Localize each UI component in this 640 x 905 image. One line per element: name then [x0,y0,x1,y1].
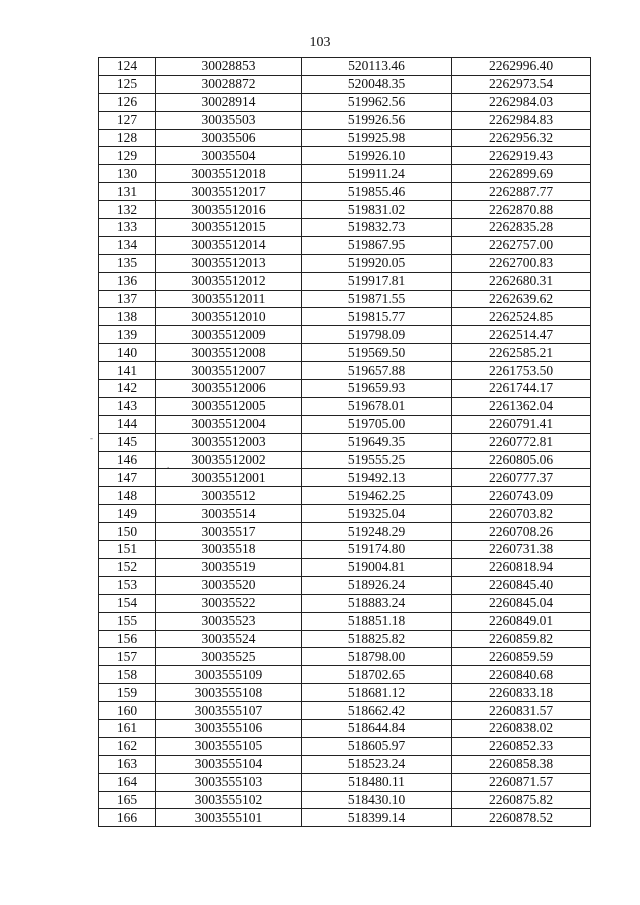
y-coordinate-cell: 2262700.83 [452,254,591,272]
row-number-cell: 129 [99,147,156,165]
row-number-cell: 149 [99,505,156,523]
x-coordinate-cell: 519871.55 [302,290,452,308]
table-row [99,111,591,129]
point-id-cell: 3003555105 [156,737,302,755]
x-coordinate-cell: 519248.29 [302,523,452,541]
row-number-cell: 136 [99,272,156,290]
y-coordinate-cell: 2261753.50 [452,362,591,380]
row-number-cell: 163 [99,755,156,773]
row-number-cell: 157 [99,648,156,666]
row-number-cell: 164 [99,773,156,791]
point-id-cell: 30035512005 [156,397,302,415]
point-id-cell: 30028914 [156,93,302,111]
y-coordinate-cell: 2262514.47 [452,326,591,344]
point-id-cell: 30035520 [156,576,302,594]
point-id-cell: 3003555101 [156,809,302,827]
table-row [99,308,591,326]
y-coordinate-cell: 2260858.38 [452,755,591,773]
table-row [99,380,591,398]
x-coordinate-cell: 519926.10 [302,147,452,165]
x-coordinate-cell: 519920.05 [302,254,452,272]
y-coordinate-cell: 2262984.03 [452,93,591,111]
y-coordinate-cell: 2260831.57 [452,702,591,720]
table-row [99,326,591,344]
y-coordinate-cell: 2260845.04 [452,594,591,612]
x-coordinate-cell: 519925.98 [302,129,452,147]
table-row [99,505,591,523]
y-coordinate-cell: 2260731.38 [452,541,591,559]
y-coordinate-cell: 2260708.26 [452,523,591,541]
table-row [99,58,591,76]
x-coordinate-cell: 519657.88 [302,362,452,380]
table-row [99,487,591,505]
point-id-cell: 30035506 [156,129,302,147]
y-coordinate-cell: 2260838.02 [452,719,591,737]
row-number-cell: 148 [99,487,156,505]
row-number-cell: 153 [99,576,156,594]
table-row [99,755,591,773]
point-id-cell: 30035517 [156,523,302,541]
y-coordinate-cell: 2260878.52 [452,809,591,827]
table-row [99,290,591,308]
x-coordinate-cell: 518644.84 [302,719,452,737]
row-number-cell: 125 [99,75,156,93]
table-row [99,129,591,147]
point-id-cell: 30035512012 [156,272,302,290]
y-coordinate-cell: 2262984.83 [452,111,591,129]
x-coordinate-cell: 518702.65 [302,666,452,684]
scan-speck: - [90,433,93,443]
table-row [99,433,591,451]
row-number-cell: 161 [99,719,156,737]
x-coordinate-cell: 518825.82 [302,630,452,648]
y-coordinate-cell: 2260772.81 [452,433,591,451]
y-coordinate-cell: 2262524.85 [452,308,591,326]
table-row [99,236,591,254]
table-row [99,558,591,576]
row-number-cell: 154 [99,594,156,612]
table-row [99,630,591,648]
table-row [99,344,591,362]
row-number-cell: 150 [99,523,156,541]
table-row [99,219,591,237]
table-row [99,451,591,469]
y-coordinate-cell: 2260875.82 [452,791,591,809]
y-coordinate-cell: 2260703.82 [452,505,591,523]
table-row [99,397,591,415]
y-coordinate-cell: 2262887.77 [452,183,591,201]
x-coordinate-cell: 518605.97 [302,737,452,755]
table-row [99,791,591,809]
table-row [99,272,591,290]
table-row [99,165,591,183]
y-coordinate-cell: 2260859.59 [452,648,591,666]
row-number-cell: 165 [99,791,156,809]
row-number-cell: 144 [99,415,156,433]
point-id-cell: 3003555108 [156,684,302,702]
point-id-cell: 30035512004 [156,415,302,433]
row-number-cell: 145 [99,433,156,451]
point-id-cell: 30035512001 [156,469,302,487]
y-coordinate-cell: 2260845.40 [452,576,591,594]
y-coordinate-cell: 2262680.31 [452,272,591,290]
table-row [99,809,591,827]
row-number-cell: 155 [99,612,156,630]
row-number-cell: 138 [99,308,156,326]
table-row [99,147,591,165]
point-id-cell: 30035524 [156,630,302,648]
x-coordinate-cell: 518662.42 [302,702,452,720]
point-id-cell: 30035512 [156,487,302,505]
point-id-cell: 30035518 [156,541,302,559]
y-coordinate-cell: 2260818.94 [452,558,591,576]
table-row [99,541,591,559]
point-id-cell: 30028853 [156,58,302,76]
point-id-cell: 3003555107 [156,702,302,720]
table-row [99,183,591,201]
point-id-cell: 30035519 [156,558,302,576]
y-coordinate-cell: 2262835.28 [452,219,591,237]
y-coordinate-cell: 2261362.04 [452,397,591,415]
x-coordinate-cell: 519659.93 [302,380,452,398]
table-row [99,594,591,612]
row-number-cell: 126 [99,93,156,111]
x-coordinate-cell: 519174.80 [302,541,452,559]
x-coordinate-cell: 520113.46 [302,58,452,76]
row-number-cell: 124 [99,58,156,76]
y-coordinate-cell: 2260852.33 [452,737,591,755]
x-coordinate-cell: 519962.56 [302,93,452,111]
y-coordinate-cell: 2262899.69 [452,165,591,183]
x-coordinate-cell: 520048.35 [302,75,452,93]
x-coordinate-cell: 519649.35 [302,433,452,451]
row-number-cell: 147 [99,469,156,487]
row-number-cell: 159 [99,684,156,702]
table-row [99,612,591,630]
x-coordinate-cell: 518926.24 [302,576,452,594]
row-number-cell: 132 [99,201,156,219]
row-number-cell: 146 [99,451,156,469]
table-row [99,576,591,594]
row-number-cell: 141 [99,362,156,380]
x-coordinate-cell: 519831.02 [302,201,452,219]
point-id-cell: 30035512010 [156,308,302,326]
row-number-cell: 140 [99,344,156,362]
x-coordinate-cell: 519911.24 [302,165,452,183]
table-row [99,93,591,111]
table-row [99,666,591,684]
point-id-cell: 30035504 [156,147,302,165]
row-number-cell: 127 [99,111,156,129]
y-coordinate-cell: 2260743.09 [452,487,591,505]
table-row [99,648,591,666]
x-coordinate-cell: 518480.11 [302,773,452,791]
point-id-cell: 30028872 [156,75,302,93]
table-row [99,719,591,737]
table-row [99,254,591,272]
table-row [99,469,591,487]
point-id-cell: 30035512016 [156,201,302,219]
point-id-cell: 30035512011 [156,290,302,308]
x-coordinate-cell: 518399.14 [302,809,452,827]
row-number-cell: 156 [99,630,156,648]
table-row [99,702,591,720]
y-coordinate-cell: 2262956.32 [452,129,591,147]
row-number-cell: 142 [99,380,156,398]
row-number-cell: 130 [99,165,156,183]
y-coordinate-cell: 2260849.01 [452,612,591,630]
coordinates-table-body [99,58,591,827]
point-id-cell: 30035512008 [156,344,302,362]
x-coordinate-cell: 519004.81 [302,558,452,576]
y-coordinate-cell: 2262639.62 [452,290,591,308]
x-coordinate-cell: 519462.25 [302,487,452,505]
y-coordinate-cell: 2260791.41 [452,415,591,433]
table-row [99,362,591,380]
table-row [99,773,591,791]
point-id-cell: 3003555102 [156,791,302,809]
x-coordinate-cell: 518798.00 [302,648,452,666]
y-coordinate-cell: 2262870.88 [452,201,591,219]
y-coordinate-cell: 2262757.00 [452,236,591,254]
x-coordinate-cell: 518430.10 [302,791,452,809]
x-coordinate-cell: 519798.09 [302,326,452,344]
row-number-cell: 133 [99,219,156,237]
point-id-cell: 30035512017 [156,183,302,201]
table-row [99,75,591,93]
x-coordinate-cell: 519815.77 [302,308,452,326]
point-id-cell: 3003555106 [156,719,302,737]
point-id-cell: 30035523 [156,612,302,630]
point-id-cell: 3003555103 [156,773,302,791]
point-id-cell: 30035512018 [156,165,302,183]
table-row [99,415,591,433]
table-row [99,684,591,702]
x-coordinate-cell: 518681.12 [302,684,452,702]
row-number-cell: 137 [99,290,156,308]
y-coordinate-cell: 2260833.18 [452,684,591,702]
row-number-cell: 160 [99,702,156,720]
x-coordinate-cell: 519926.56 [302,111,452,129]
point-id-cell: 30035512013 [156,254,302,272]
table-row [99,737,591,755]
point-id-cell: 3003555104 [156,755,302,773]
row-number-cell: 139 [99,326,156,344]
row-number-cell: 135 [99,254,156,272]
y-coordinate-cell: 2260871.57 [452,773,591,791]
point-id-cell: 30035522 [156,594,302,612]
point-id-cell: 30035512002 [156,451,302,469]
row-number-cell: 158 [99,666,156,684]
row-number-cell: 162 [99,737,156,755]
row-number-cell: 152 [99,558,156,576]
point-id-cell: 30035512006 [156,380,302,398]
point-id-cell: 30035512014 [156,236,302,254]
point-id-cell: 30035512007 [156,362,302,380]
point-id-cell: 30035512015 [156,219,302,237]
x-coordinate-cell: 518883.24 [302,594,452,612]
point-id-cell: 30035514 [156,505,302,523]
x-coordinate-cell: 519855.46 [302,183,452,201]
x-coordinate-cell: 519705.00 [302,415,452,433]
page-number: 103 [309,35,331,50]
x-coordinate-cell: 519325.04 [302,505,452,523]
y-coordinate-cell: 2260777.37 [452,469,591,487]
x-coordinate-cell: 519492.13 [302,469,452,487]
table-row [99,201,591,219]
point-id-cell: 30035512003 [156,433,302,451]
x-coordinate-cell: 518851.18 [302,612,452,630]
row-number-cell: 128 [99,129,156,147]
y-coordinate-cell: 2262973.54 [452,75,591,93]
y-coordinate-cell: 2260859.82 [452,630,591,648]
y-coordinate-cell: 2262585.21 [452,344,591,362]
y-coordinate-cell: 2260805.06 [452,451,591,469]
x-coordinate-cell: 519569.50 [302,344,452,362]
x-coordinate-cell: 519678.01 [302,397,452,415]
row-number-cell: 131 [99,183,156,201]
x-coordinate-cell: 519917.81 [302,272,452,290]
table-row [99,523,591,541]
x-coordinate-cell: 519867.95 [302,236,452,254]
y-coordinate-cell: 2261744.17 [452,380,591,398]
x-coordinate-cell: 519555.25 [302,451,452,469]
point-id-cell: 3003555109 [156,666,302,684]
y-coordinate-cell: 2262919.43 [452,147,591,165]
point-id-cell: 30035525 [156,648,302,666]
point-id-cell: 30035503 [156,111,302,129]
point-id-cell: 30035512009 [156,326,302,344]
row-number-cell: 151 [99,541,156,559]
coordinates-table [98,57,591,827]
y-coordinate-cell: 2262996.40 [452,58,591,76]
row-number-cell: 134 [99,236,156,254]
y-coordinate-cell: 2260840.68 [452,666,591,684]
x-coordinate-cell: 519832.73 [302,219,452,237]
row-number-cell: 143 [99,397,156,415]
row-number-cell: 166 [99,809,156,827]
x-coordinate-cell: 518523.24 [302,755,452,773]
scan-speck: . [167,460,170,470]
